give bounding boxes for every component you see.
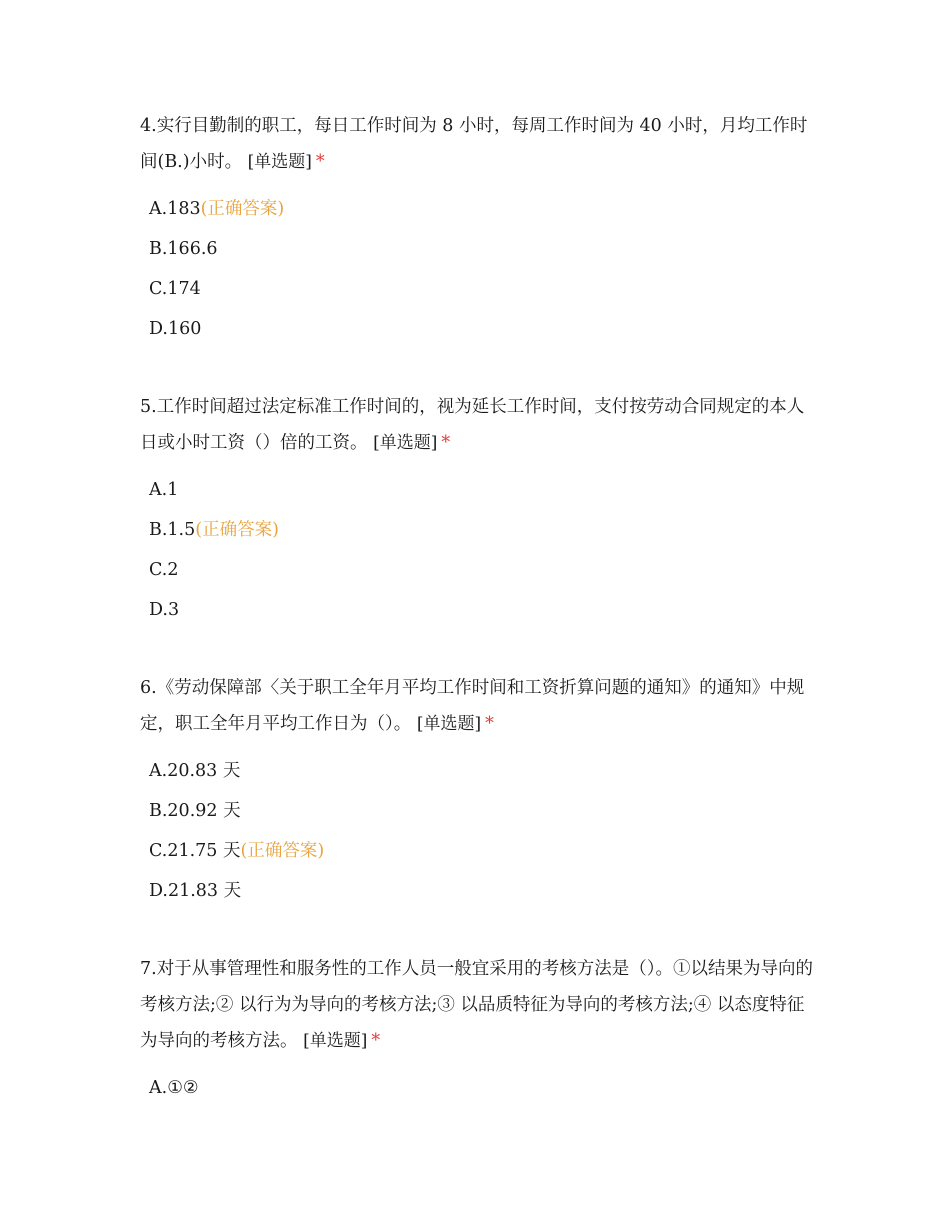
- option-d: D.3: [149, 600, 180, 620]
- option-a: A.①②: [149, 1078, 199, 1098]
- question-text: 4.实行目勤制的职工，每日工作时间为 8 小时，每周工作时间为 40 小时，月均工作时间(B.)小时。 [单选题] *: [140, 116, 808, 172]
- option-a: A.20.83 天: [149, 761, 241, 781]
- correct-answer-note: (正确答案): [200, 199, 285, 219]
- question-6: [140, 670, 820, 911]
- required-mark: *: [315, 152, 325, 172]
- question-text: 6.《劳动保障部〈关于职工全年月平均工作时间和工资折算问题的通知》的通知》中规定，职工全年月平均工作日为（）。 [单选题] *: [140, 678, 805, 734]
- question-5: [140, 389, 820, 630]
- question-type: [单选题]: [247, 152, 312, 172]
- question-type: [单选题]: [373, 433, 438, 453]
- question-7: [140, 951, 820, 1108]
- option-a: A.183(正确答案): [149, 199, 285, 219]
- question-type: [单选题]: [303, 1031, 368, 1051]
- question-text: 7.对于从事管理性和服务性的工作人员一般宜采用的考核方法是（）。①以结果为导向的考核方法;② 以行为为导向的考核方法;③ 以品质特征为导向的考核方法;④ 以态度特征为导向的考核方法。 [单选题] *: [140, 959, 813, 1051]
- required-mark: *: [485, 714, 494, 734]
- option-d: D.21.83 天: [149, 881, 242, 901]
- option-b: B.166.6: [149, 239, 218, 259]
- correct-answer-note: (正确答案): [240, 841, 325, 861]
- option-a: A.1: [149, 480, 179, 500]
- option-b: B.1.5(正确答案): [149, 520, 279, 540]
- correct-answer-note: (正确答案): [195, 520, 279, 540]
- required-mark: *: [371, 1031, 381, 1051]
- question-text: 5.工作时间超过法定标准工作时间的，视为延长工作时间，支付按劳动合同规定的本人日或小时工资（）倍的工资。 [单选题] *: [140, 397, 805, 453]
- quiz-document: [140, 108, 820, 1148]
- option-c: C.21.75 天(正确答案): [149, 841, 325, 861]
- option-d: D.160: [149, 319, 202, 339]
- question-4: [140, 108, 820, 349]
- required-mark: *: [441, 433, 451, 453]
- option-b: B.20.92 天: [149, 801, 241, 821]
- option-c: C.174: [149, 279, 201, 299]
- option-c: C.2: [149, 560, 179, 580]
- question-type: [单选题]: [416, 714, 482, 734]
